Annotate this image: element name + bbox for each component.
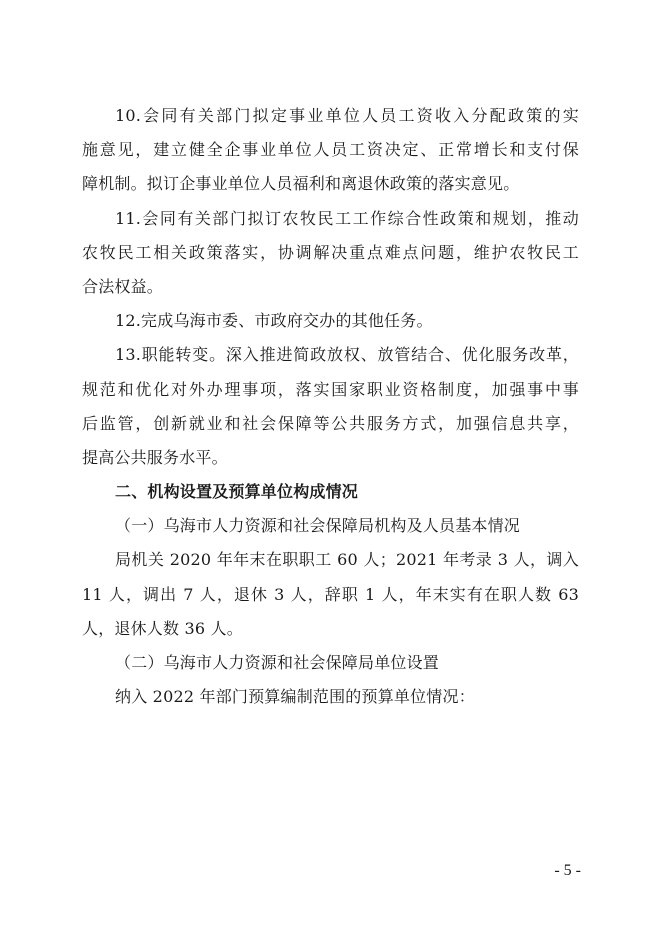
paragraph-line: 12.完成乌海市委、市政府交办的其他任务。 [115,311,433,331]
paragraph-line: 人，退休人数 36 人。 [82,618,243,638]
paragraph-line: 10.会同有关部门拟定事业单位人员工资收入分配政策的实 [115,106,579,125]
paragraph-line: 施意见，建立健全企事业单位人员工资决定、正常增长和支付保 [82,140,579,160]
paragraph-line: 农牧民工相关政策落实，协调解决重点难点问题，维护农牧民工 [82,242,579,262]
paragraph-line: 11 人，调出 7 人，退休 3 人，辞职 1 人，年末实有在职人数 63 [82,584,579,604]
paragraph-line: 13.职能转变。深入推进简政放权、放管结合、优化服务改革， [115,345,579,365]
paragraph-line: 障机制。拟订企事业单位人员福利和离退休政策的落实意见。 [82,174,520,194]
body-text [82,99,579,714]
section-heading: 二、机构设置及预算单位构成情况 [115,482,359,502]
paragraph-line: 规范和优化对外办理事项，落实国家职业资格制度，加强事中事 [82,379,579,399]
subsection-heading: （一）乌海市人力资源和社会保障局机构及人员基本情况 [115,516,521,536]
subsection-heading: （二）乌海市人力资源和社会保障局单位设置 [115,653,440,672]
paragraph-line: 11.会同有关部门拟订农牧民工工作综合性政策和规划，推动 [115,208,579,228]
paragraph-line: 合法权益。 [82,276,164,296]
page-number: - 5 - [554,862,581,879]
paragraph-line: 提高公共服务水平。 [82,447,228,467]
paragraph-line: 后监管，创新就业和社会保障等公共服务方式，加强信息共享， [82,413,579,433]
paragraph-line: 局机关 2020 年年末在职职工 60 人；2021 年考录 3 人，调入 [115,550,579,570]
paragraph-line: 纳入 2022 年部门预算编制范围的预算单位情况： [115,687,475,707]
